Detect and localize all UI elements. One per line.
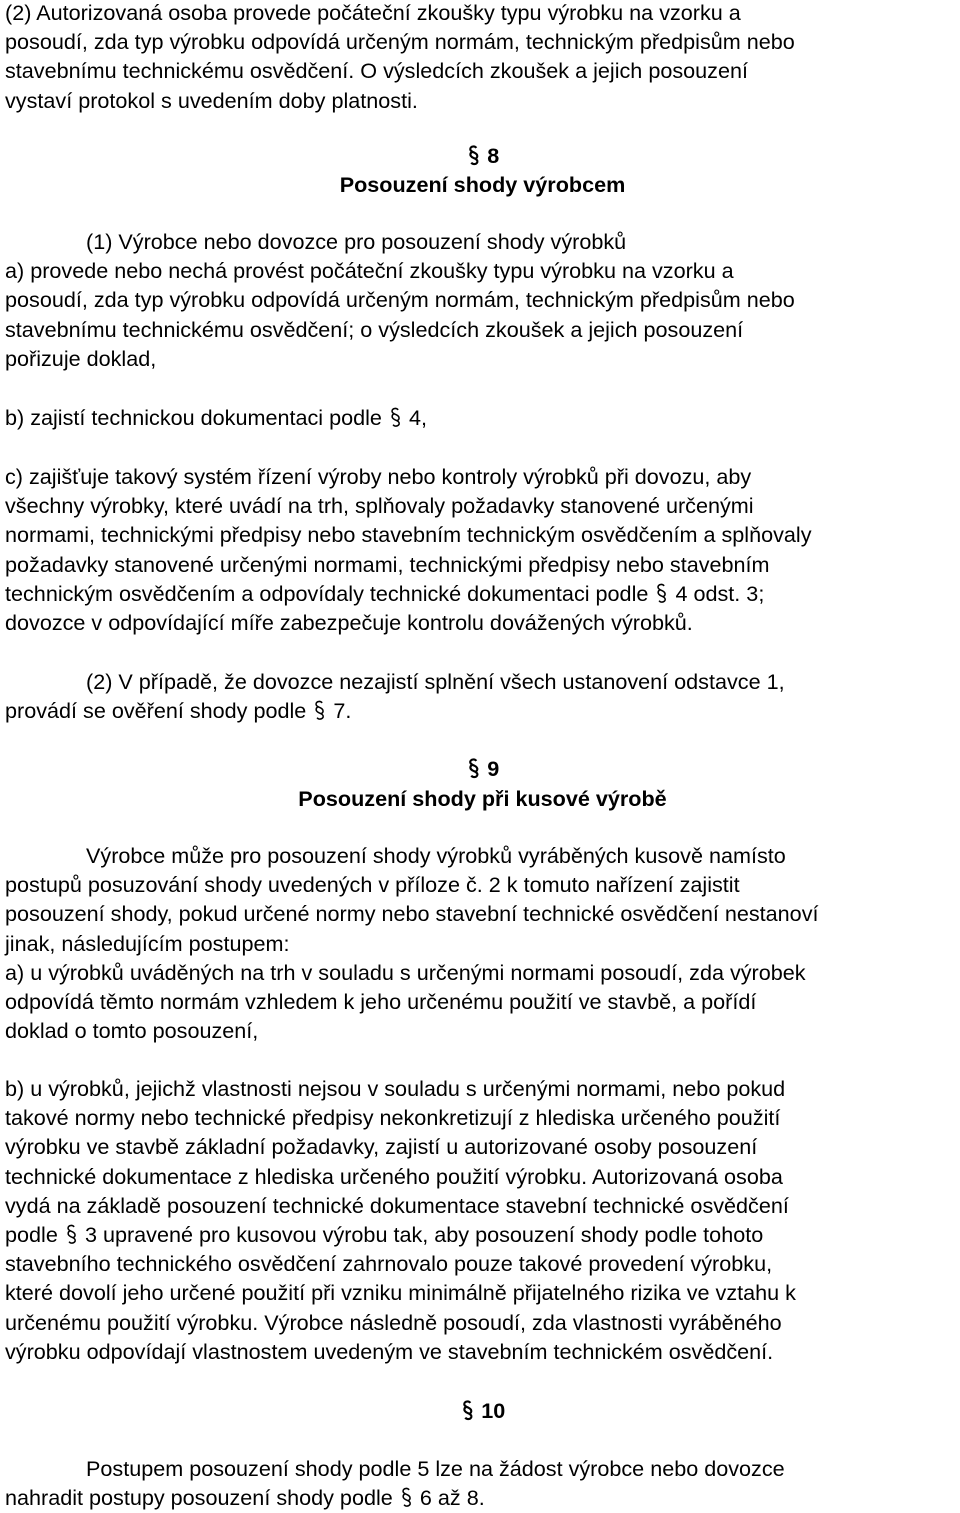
section-9-number: [5, 754, 960, 783]
text-line: výrobku ve stavbě základní požadavky, zajistí u autorizované osoby posouzení: [5, 1134, 758, 1160]
paragraph-autorizovana-osoba: [5, 0, 960, 115]
section-sign-icon: [460, 1400, 476, 1421]
section-sign-icon: [399, 1487, 414, 1508]
text-line: všechny výrobky, které uvádí na trh, splňovaly požadavky stanovené určenými: [5, 493, 754, 519]
text-line: (2) V případě, že dovozce nezajistí splnění všech ustanovení odstavce 1,: [86, 669, 785, 694]
section-sign-icon: [388, 407, 403, 428]
text-line: normami, technickými předpisy nebo stavebním technickým osvědčením a splňovaly: [5, 522, 812, 548]
section-sign-icon: [64, 1224, 79, 1245]
text-segment: 4,: [403, 405, 428, 430]
text-line: [5, 696, 960, 725]
section-number: 8: [487, 143, 500, 168]
text-segment: b) zajistí technickou dokumentaci podle: [5, 405, 382, 430]
section-sign-icon: [654, 583, 669, 604]
text-line: Postupem posouzení shody podle 5 lze na žádost výrobce nebo dovozce: [86, 1456, 785, 1481]
text-line: (1) Výrobce nebo dovozce pro posouzení shody výrobků: [86, 229, 627, 254]
text-line: odpovídá těmto normám vzhledem k jeho určenému použití ve stavbě, a pořídí: [5, 989, 757, 1015]
section-9-intro: [5, 841, 960, 1045]
text-line: vystaví protokol s uvedením doby platnosti.: [5, 87, 418, 113]
text-line: dovozce v odpovídající míře zabezpečuje kontrolu dovážených výrobků.: [5, 610, 693, 636]
text-line: [5, 579, 960, 608]
text-line: takové normy nebo technické předpisy nekonkretizují z hlediska určeného použití: [5, 1105, 781, 1131]
section-8-paragraph-1: [5, 227, 960, 373]
text-line: vydá na základě posouzení technické dokumentace stavební technické osvědčení: [5, 1192, 789, 1218]
section-sign-icon: [312, 700, 327, 721]
text-line: postupů posuzování shody uvedených v příloze č. 2 k tomuto nařízení zajistit: [5, 872, 740, 898]
text-line: jinak, následujícím postupem:: [5, 930, 290, 956]
section-8-item-b: [5, 403, 960, 432]
text-line: [5, 1483, 960, 1512]
text-line: které dovolí jeho určené použití při vzniku minimálně přijatelného rizika ve vztahu k: [5, 1280, 796, 1306]
text-segment: 6 až 8.: [413, 1485, 485, 1511]
text-line: požadavky stanovené určenými normami, technickými předpisy nebo stavebním: [5, 551, 770, 577]
section-9-title: Posouzení shody při kusové výrobě: [298, 786, 667, 811]
text-line: Výrobce může pro posouzení shody výrobků vyráběných kusově namísto: [86, 843, 786, 868]
text-line: stavebnímu technickému osvědčení. O výsledcích zkoušek a jejich posouzení: [5, 58, 748, 84]
text-line: určenému použití výrobku. Výrobce následně posoudí, zda vlastnosti vyráběného: [5, 1309, 782, 1335]
text-line: posouzení shody, pokud určené normy nebo stavební technické osvědčení nestanoví: [5, 901, 819, 927]
section-sign-icon: [466, 145, 482, 166]
text-line: pořizuje doklad,: [5, 345, 157, 371]
text-line: stavebního technického osvědčení zahrnovalo pouze takové provedení výrobku,: [5, 1251, 773, 1277]
section-8-item-c: [5, 462, 960, 637]
text-line: technické dokumentace z hlediska určeného použití výrobku. Autorizovaná osoba: [5, 1163, 783, 1189]
text-line: stavebnímu technickému osvědčení; o výsledcích zkoušek a jejich posouzení: [5, 316, 744, 342]
section-9-item-b: [5, 1074, 960, 1366]
text-segment: nahradit postupy posouzení shody podle: [5, 1485, 393, 1511]
text-segment: 7.: [327, 698, 352, 724]
text-segment: 4 odst. 3;: [669, 580, 765, 606]
section-number: 10: [481, 1398, 506, 1423]
section-8-number: [5, 141, 960, 170]
section-10-number: [5, 1396, 960, 1425]
section-8-paragraph-2: [5, 667, 960, 725]
text-line: c) zajišťuje takový systém řízení výroby nebo kontroly výrobků při dovozu, aby: [5, 464, 752, 489]
text-line: posoudí, zda typ výrobku odpovídá určeným normám, technickým předpisům nebo: [5, 287, 795, 313]
section-sign-icon: [466, 758, 482, 779]
text-line: b) u výrobků, jejichž vlastnosti nejsou v souladu s určenými normami, nebo pokud: [5, 1076, 786, 1101]
text-line: posoudí, zda typ výrobku odpovídá určeným normám, technickým předpisům nebo: [5, 29, 795, 55]
text-line: výrobku odpovídají vlastnostem uvedeným ve stavebním technickém osvědčení.: [5, 1338, 774, 1364]
text-segment: technickým osvědčením a odpovídaly technické dokumentaci podle: [5, 580, 649, 606]
text-segment: 3 upravené pro kusovou výrobu tak, aby posouzení shody podle tohoto: [78, 1222, 764, 1248]
text-line: (2) Autorizovaná osoba provede počáteční zkoušky typu výrobku na vzorku a: [5, 0, 741, 25]
text-segment: podle: [5, 1222, 58, 1248]
text-line: [5, 1220, 960, 1249]
section-10-paragraph: [5, 1454, 960, 1512]
text-line: [5, 403, 960, 432]
text-segment: provádí se ověření shody podle: [5, 698, 307, 724]
text-line: a) u výrobků uváděných na trh v souladu s určenými normami posoudí, zda výrobek: [5, 959, 806, 985]
text-line: a) provede nebo nechá provést počáteční zkoušky typu výrobku na vzorku a: [5, 258, 734, 284]
section-8-title: Posouzení shody výrobcem: [339, 172, 626, 197]
text-line: doklad o tomto posouzení,: [5, 1018, 259, 1044]
section-number: 9: [487, 756, 500, 781]
